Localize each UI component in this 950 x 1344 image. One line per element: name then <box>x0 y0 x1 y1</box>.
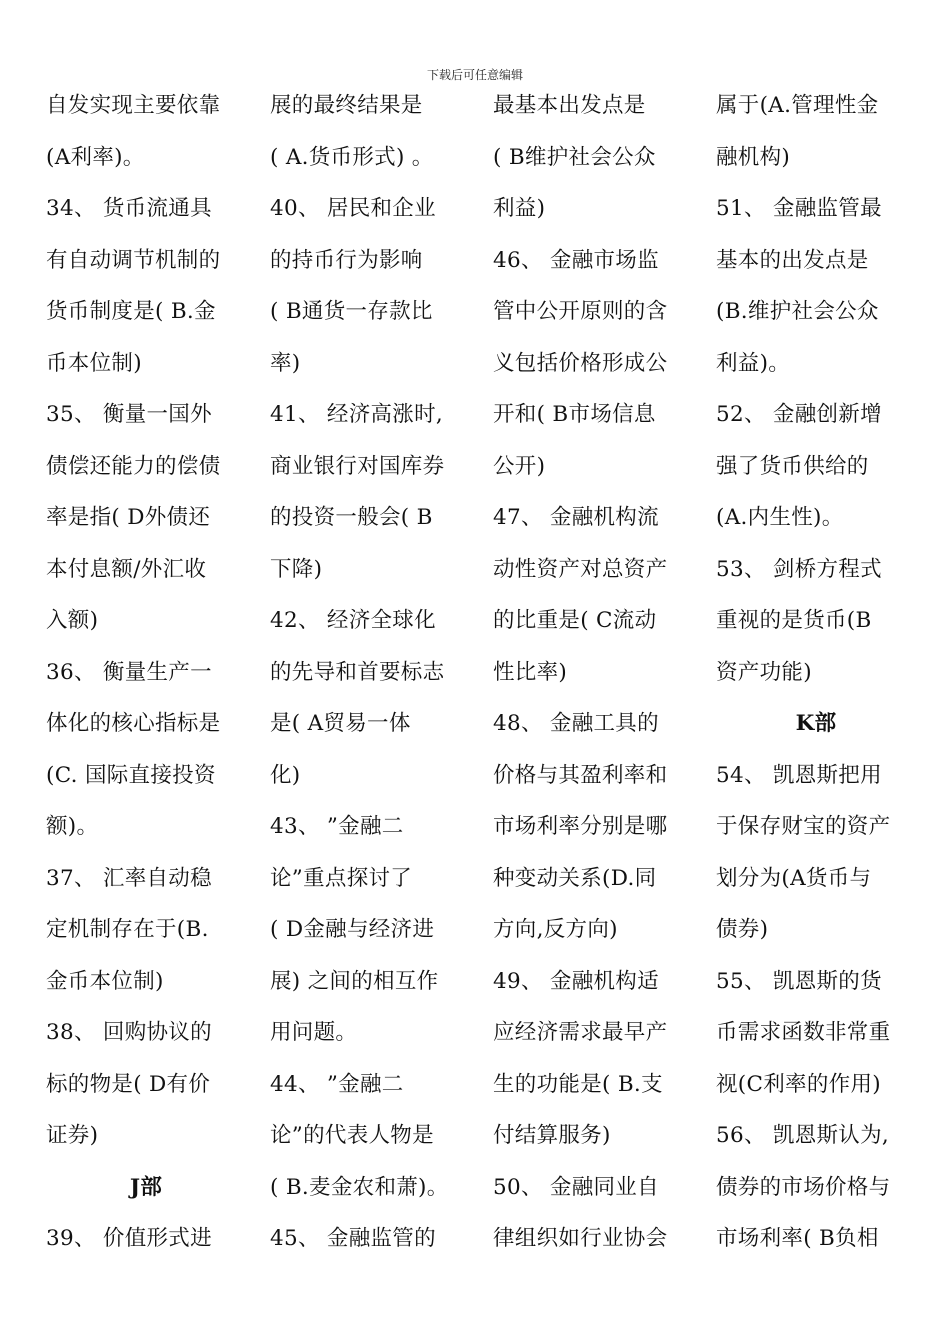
text-line: 最基本出发点是 <box>493 93 646 118</box>
text-line: ( B维护社会公众 <box>493 144 656 170</box>
text-line: 额)。 <box>46 814 99 839</box>
text-line: (A.内生性)。 <box>716 505 844 530</box>
text-line: 市场利率分别是哪 <box>493 814 668 839</box>
text-line: 商业银行对国库券 <box>270 453 445 479</box>
text-line: 34、 货币流通具 <box>46 196 212 221</box>
text-line: 化) <box>270 762 301 788</box>
text-column-4 <box>716 80 916 1265</box>
text-line: 47、 金融机构流 <box>493 505 659 530</box>
text-line: 45、 金融监管的 <box>270 1226 436 1251</box>
text-line: 于保存财宝的资产 <box>716 814 891 839</box>
text-line: 货币制度是( B.金 <box>46 299 216 324</box>
text-line: 48、 金融工具的 <box>493 711 659 736</box>
text-line: 率是指( D外债还 <box>46 505 211 530</box>
text-line: 体化的核心指标是 <box>46 711 221 736</box>
text-line: 用问题。 <box>270 1020 358 1045</box>
text-column-1 <box>46 80 246 1265</box>
text-line: 利益) <box>493 196 546 221</box>
text-line: 38、 回购协议的 <box>46 1020 212 1045</box>
text-line: 义包括价格形成公 <box>493 350 668 376</box>
text-line: 的先导和首要标志 <box>270 659 445 685</box>
text-line: 55、 凯恩斯的货 <box>716 968 882 994</box>
text-line: 的比重是( C流动 <box>493 608 657 633</box>
text-line: 划分为(A货币与 <box>716 865 872 891</box>
text-line: 债券的市场价格与 <box>716 1174 891 1200</box>
section-heading: K部 <box>795 711 837 736</box>
text-line: (A利率)。 <box>46 144 145 170</box>
text-line: 43、 ”金融二 <box>270 814 404 839</box>
text-line: 标的物是( D有价 <box>46 1071 211 1097</box>
text-line: 44、 ”金融二 <box>270 1071 404 1097</box>
text-line: 种变动关系(D.同 <box>493 865 657 891</box>
text-line: 利益)。 <box>716 350 791 376</box>
page-header: 下载后可任意编辑 <box>426 68 523 82</box>
text-line: 证券) <box>46 1123 99 1148</box>
text-line: 基本的出发点是 <box>716 247 869 273</box>
text-line: 金币本位制) <box>46 968 164 994</box>
text-column-2 <box>270 80 470 1265</box>
text-line: 融机构) <box>716 144 791 170</box>
text-line: 公开) <box>493 453 546 479</box>
text-line: 价格与其盈利率和 <box>493 762 668 788</box>
text-line: 应经济需求最早产 <box>493 1020 668 1045</box>
text-line: 42、 经济全球化 <box>270 608 436 633</box>
text-line: 管中公开原则的含 <box>493 299 668 324</box>
text-line: 生的功能是( B.支 <box>493 1071 663 1097</box>
text-line: 本付息额/外汇收 <box>46 556 207 582</box>
text-line: 视(C利率的作用) <box>716 1071 881 1097</box>
text-line: 的持币行为影响 <box>270 247 423 273</box>
text-line: 是( A贸易一体 <box>270 711 411 736</box>
text-column-3 <box>493 80 693 1265</box>
text-line: 37、 汇率自动稳 <box>46 865 212 891</box>
text-line: ( B通货一存款比 <box>270 299 433 324</box>
section-heading: J部 <box>129 1174 163 1200</box>
text-line: 53、 剑桥方程式 <box>716 556 882 582</box>
text-line: 入额) <box>46 608 99 633</box>
text-line: 下降) <box>270 556 323 582</box>
text-line: ( A.货币形式) 。 <box>270 144 434 170</box>
text-line: 币本位制) <box>46 350 142 376</box>
text-line: 率) <box>270 350 301 376</box>
text-line: 开和( B市场信息 <box>493 402 656 427</box>
text-line: 动性资产对总资产 <box>493 556 668 582</box>
text-line: 46、 金融市场监 <box>493 247 659 273</box>
text-line: ( D金融与经济进 <box>270 917 435 942</box>
text-line: 论”重点探讨了 <box>270 865 413 891</box>
text-line: 50、 金融同业自 <box>493 1174 659 1200</box>
text-line: 性比率) <box>493 659 568 685</box>
text-line: 债券) <box>716 917 769 942</box>
text-line: 律组织如行业协会 <box>493 1226 668 1251</box>
text-line: 币需求函数非常重 <box>716 1020 891 1045</box>
text-line: 40、 居民和企业 <box>270 196 436 221</box>
text-line: 债偿还能力的偿债 <box>46 453 221 479</box>
text-line: 56、 凯恩斯认为, <box>716 1123 890 1148</box>
text-line: 强了货币供给的 <box>716 453 869 479</box>
text-line: (B.维护社会公众 <box>716 299 879 324</box>
text-line: 自发实现主要依靠 <box>46 93 221 118</box>
text-line: 论”的代表人物是 <box>270 1123 434 1148</box>
text-line: 市场利率( B负相 <box>716 1226 879 1251</box>
text-line: 51、 金融监管最 <box>716 196 882 221</box>
text-line: 方向,反方向) <box>493 917 618 942</box>
text-line: 展) 之间的相互作 <box>270 968 439 994</box>
text-line: 的投资一般会( B <box>270 505 433 530</box>
text-line: 付结算服务) <box>493 1123 611 1148</box>
text-line: 39、 价值形式进 <box>46 1226 212 1251</box>
text-line: 重视的是货币(B <box>716 608 872 633</box>
text-line: 35、 衡量一国外 <box>46 402 212 427</box>
text-line: 41、 经济高涨时, <box>270 402 444 427</box>
text-line: 36、 衡量生产一 <box>46 659 212 685</box>
text-line: 属于(A.管理性金 <box>716 93 879 118</box>
text-line: 有自动调节机制的 <box>46 247 221 273</box>
text-line: 52、 金融创新增 <box>716 402 882 427</box>
text-line: 定机制存在于(B. <box>46 917 209 942</box>
text-line: 资产功能) <box>716 659 812 685</box>
text-line: 展的最终结果是 <box>270 93 423 118</box>
text-line: (C. 国际直接投资 <box>46 762 216 788</box>
text-line: 54、 凯恩斯把用 <box>716 762 882 788</box>
text-line: ( B.麦金农和萧)。 <box>270 1174 449 1200</box>
text-line: 49、 金融机构适 <box>493 968 659 994</box>
